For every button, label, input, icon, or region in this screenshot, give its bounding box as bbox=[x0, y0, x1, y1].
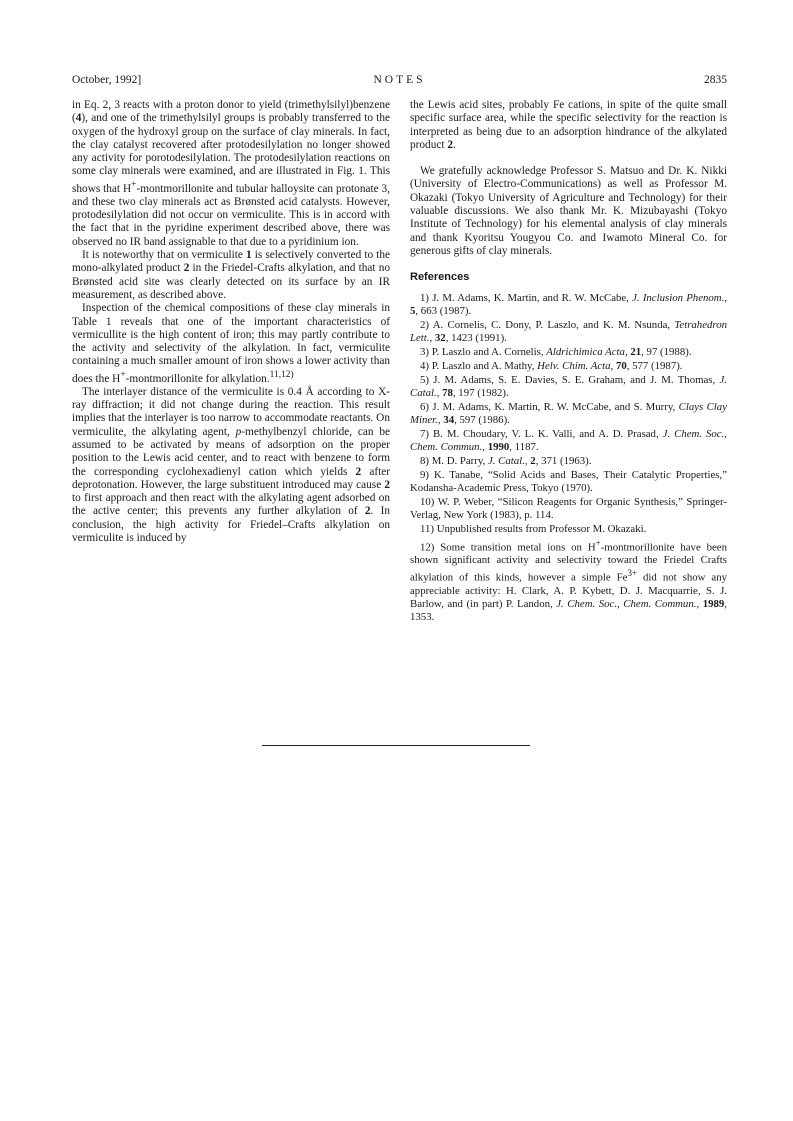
paragraph: the Lewis acid sites, probably Fe cations, in spite of the quite small specific surface area, while the specific selectivity for the reaction is interpreted as being due to an adsorption hindrance of the alkylated product 2. bbox=[410, 99, 727, 151]
paragraph: It is noteworthy that on vermiculite 1 is selectively converted to the mono-alkylated product 2 in the Friedel-Crafts alkylation, and that no Brønsted acid site was clearly detected on its surface by an IR measurement, as described above. bbox=[72, 249, 390, 301]
header-date: October, 1992] bbox=[72, 74, 142, 86]
references-list bbox=[410, 292, 727, 536]
paragraph: The interlayer distance of the vermiculite is 0.4 Å according to X-ray diffraction; it did not change during the reaction. This result implies that the interlayer is too narrow to accommodate reactants. On vermiculite, the alkylating agent, p-methylbenzyl chloride, can be assumed to be activated by means of adsorption on the proper position to the Lewis acid center, and to react with benzene to form the corresponding cyclohexadienyl cation which yields 2 after deprotonation. However, the large substituent introduced may cause 2 to first approach and then react with the alkylating agent adsorbed on the active center; this prevents any further alkylation of 2. In conclusion, the high activity for Friedel–Crafts alkylation on vermiculite is induced by bbox=[72, 385, 391, 545]
reference-item: 8) M. D. Parry, J. Catal., 2, 371 (1963). bbox=[420, 454, 592, 467]
reference-item: 1) J. M. Adams, K. Martin, and R. W. McCabe, J. Inclusion Phenom., 5, 663 (1987). bbox=[410, 291, 727, 317]
acknowledgement: We gratefully acknowledge Professor S. Matsuo and Dr. K. Nikki (University of Electro-Communications) as well as Professor M. Okazaki (Tokyo University of Agriculture and Technology) for their valuable discussions. We also thank Mr. K. Mizubayashi (Tokyo Institute of Technology) for his elemental analysis of clay minerals and thank Kyoritsu Yougyou Co. and Iwamoto Mineral Co. for generous gifts of clay minerals. bbox=[410, 165, 727, 257]
end-rule bbox=[262, 745, 530, 746]
reference-item: 7) B. M. Choudary, V. L. K. Valli, and A. D. Prasad, J. Chem. Soc., Chem. Commun., 1990, 1187. bbox=[410, 427, 727, 453]
reference-item: 11) Unpublished results from Professor M. Okazaki. bbox=[420, 522, 647, 535]
reference-item: 5) J. M. Adams, S. E. Davies, S. E. Graham, and J. M. Thomas, J. Catal., 78, 197 (1982). bbox=[410, 373, 727, 399]
reference-item: 3) P. Laszlo and A. Cornelis, Aldrichimica Acta, 21, 97 (1988). bbox=[420, 345, 692, 358]
left-column bbox=[72, 99, 390, 545]
references-heading: References bbox=[410, 271, 470, 284]
paragraph: Inspection of the chemical compositions of these clay minerals in Table 1 reveals that one of the important characteristics of vermicullite is the high content of iron; this may partly contribute to the activity and selectivity of the alkylation. In fact, vermiculite containing a much smaller amount of iron shows a lower activity than does the H+-montmorillonite for alkylation.$^{11,12)}$ bbox=[72, 302, 390, 385]
paragraph: in Eq. 2, 3 reacts with a proton donor to yield (trimethylsilyl)benzene (4), and one of the trimethylsilyl groups is probably transferred to the oxygen of the hydroxyl group on the surface of clay minerals. In fact, the clay catalyst recovered after protodesilylation no longer showed any activity for porotodesilylation. The protodesilylation reactions on some clay minerals were examined, and are illustrated in Fig. 1. This shows that H+-montmorillonite and tubular halloysite can protonate 3, and these two clay minerals act as Brønsted acid catalysts. However, protodesilylation did not occur on vermiculite. This is in accord with the fact that in the pyridine experiment described above, there was observed no IR band assignable to that due to a pyridinium ion. bbox=[72, 99, 390, 248]
reference-item: 4) P. Laszlo and A. Mathy, Helv. Chim. Acta, 70, 577 (1987). bbox=[420, 359, 683, 372]
reference-item: 10) W. P. Weber, “Silicon Reagents for Organic Synthesis,” Springer-Verlag, New York (1983), p. 114. bbox=[410, 495, 727, 521]
header-section: NOTES bbox=[373, 74, 426, 86]
reference-item: 9) K. Tanabe, “Solid Acids and Bases, Their Catalytic Properties,” Kodansha-Academic Press, Tokyo (1970). bbox=[410, 468, 727, 494]
reference-item: 6) J. M. Adams, K. Martin, R. W. McCabe, and S. Murry, Clays Clay Miner., 34, 597 (1986). bbox=[410, 400, 727, 426]
reference-item: 2) A. Cornelis, C. Dony, P. Laszlo, and K. M. Nsunda, Tetrahedron Lett., 32, 1423 (1991). bbox=[410, 318, 727, 344]
header-page-number: 2835 bbox=[704, 74, 727, 86]
right-column bbox=[410, 99, 727, 625]
running-header bbox=[72, 74, 727, 90]
reference-item: 12) Some transition metal ions on H+-montmorillonite have been shown significant activity and selectivity toward the Friedel Crafts alkylation of this kinds, however a simple $Fe^{3+}$ did not show any appreciable activity: H. Clark, A. P. Kybett, D. J. Macquarrie, S. J. Barlow, and (in part) P. Landon, J. Chem. Soc., Chem. Commun., 1989, 1353. bbox=[410, 537, 728, 623]
